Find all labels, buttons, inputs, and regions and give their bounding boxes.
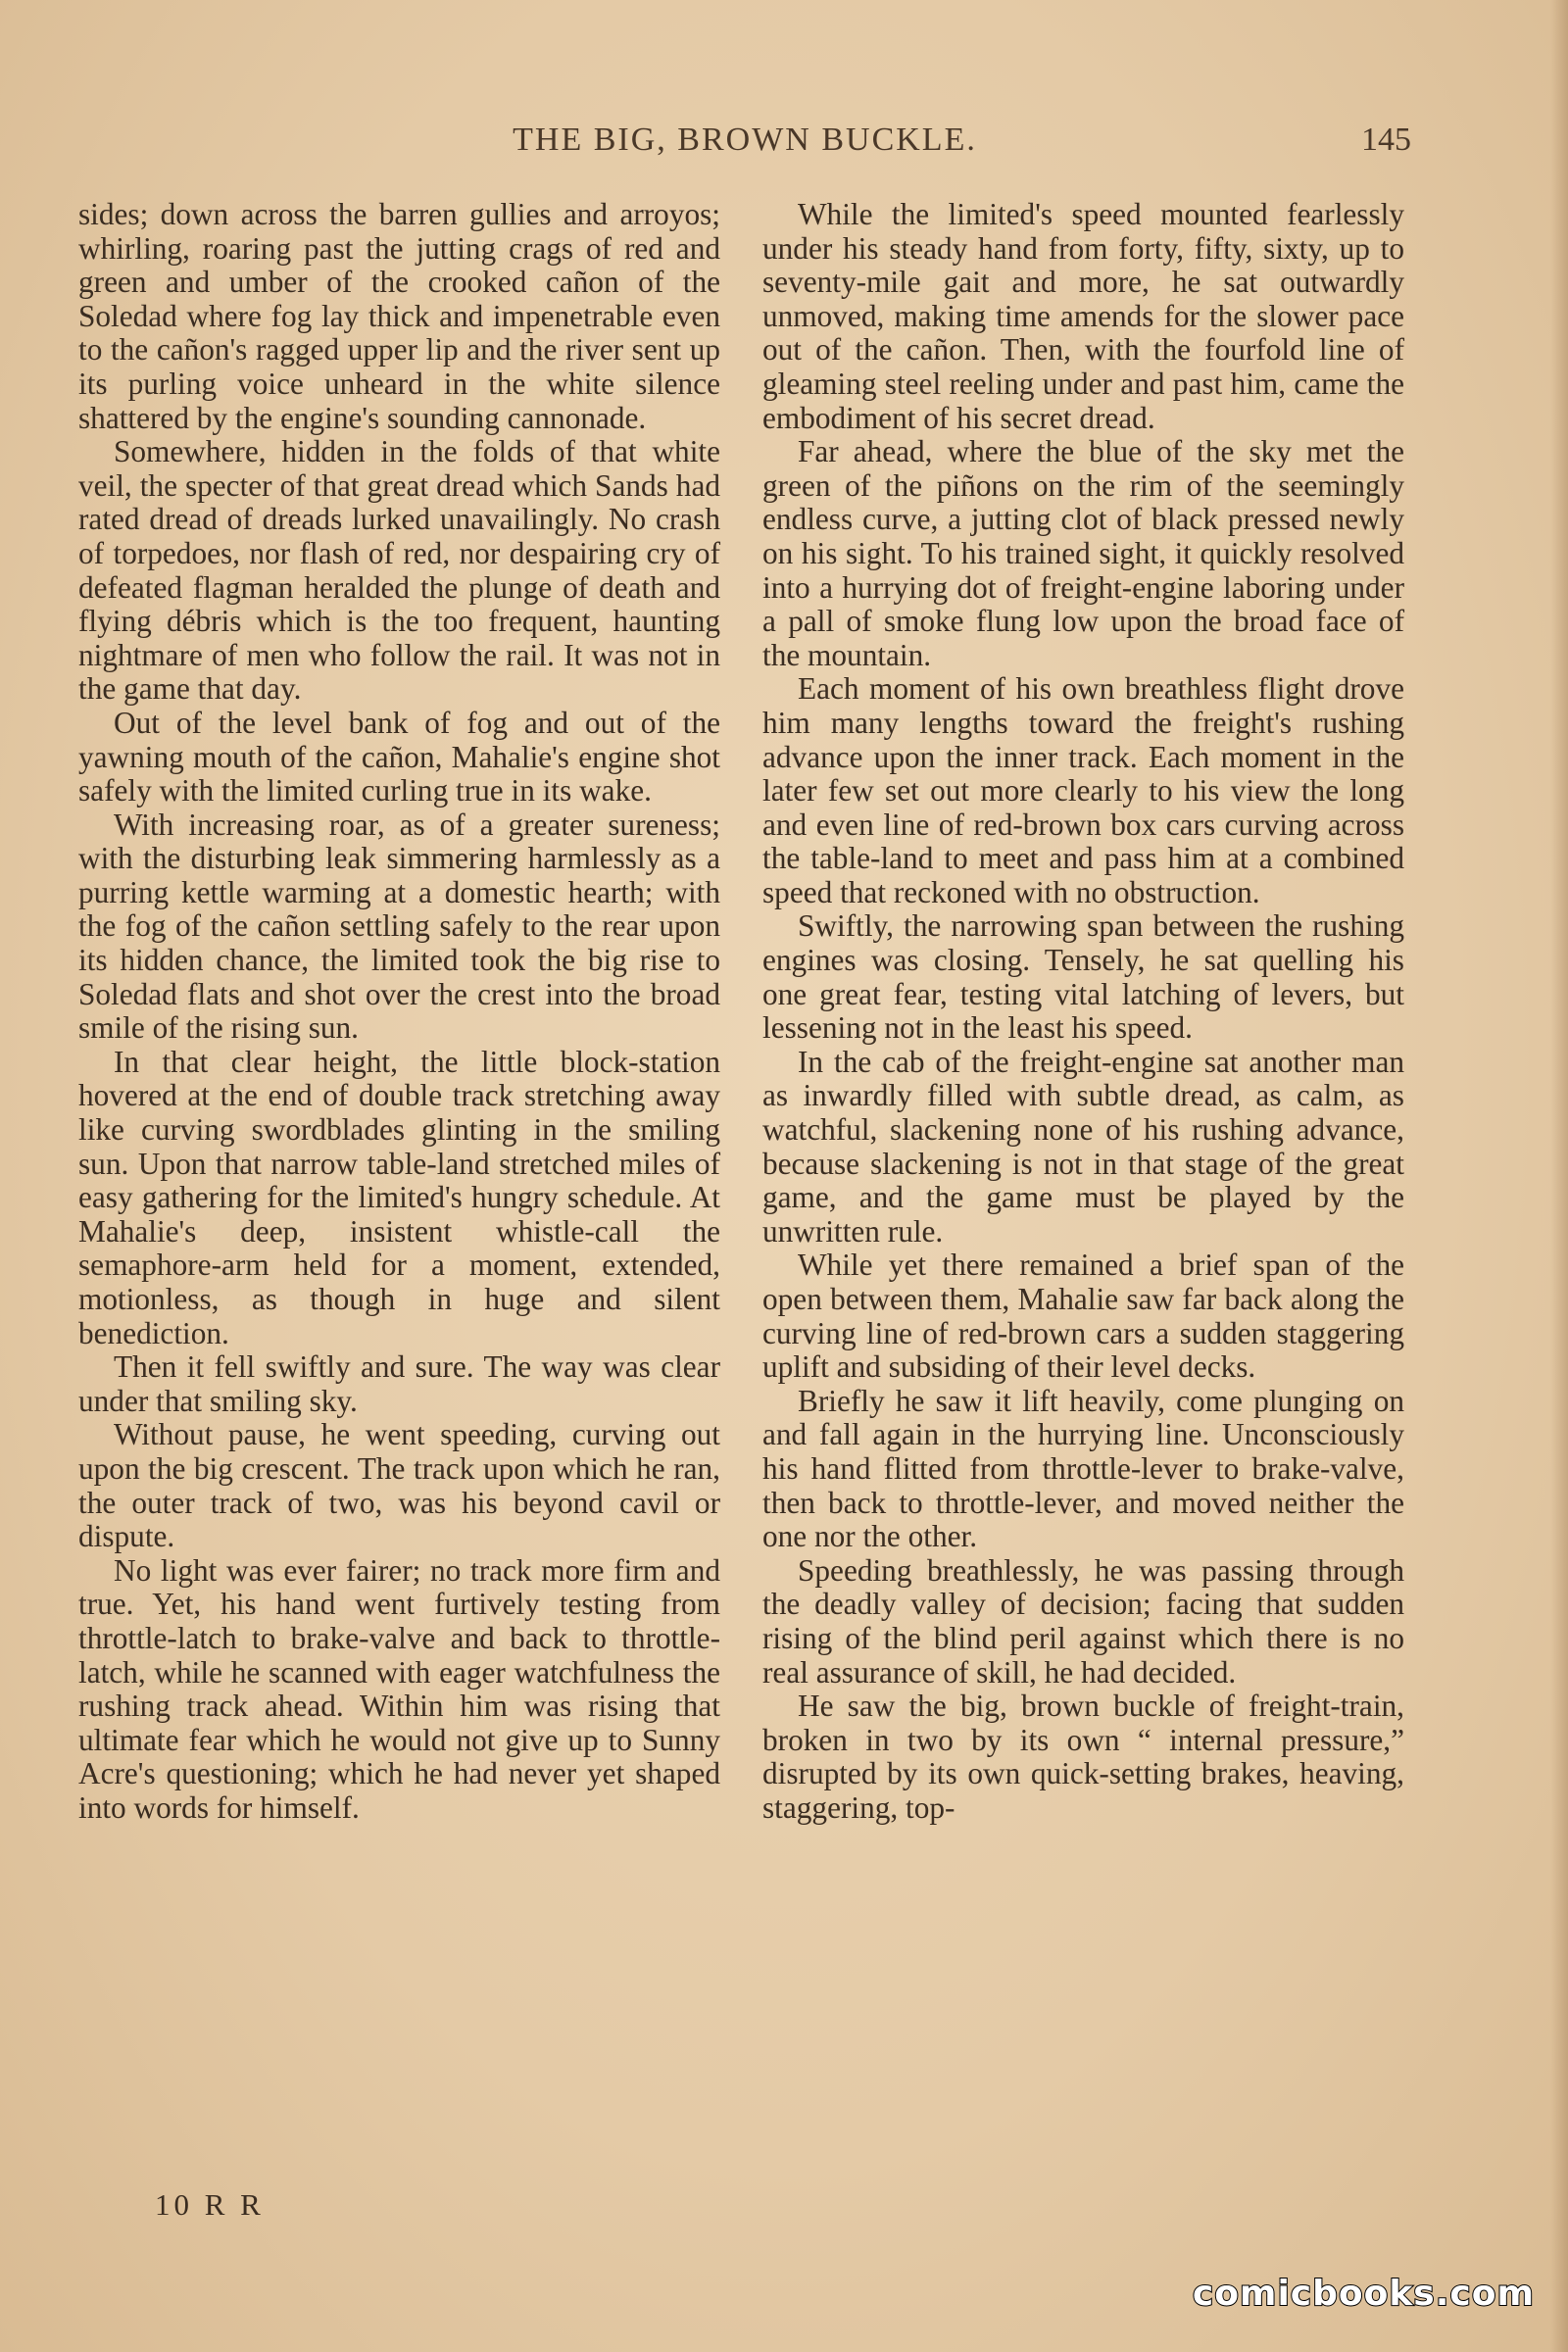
paragraph: With increasing roar, as of a greater sureness; with the disturbing leak simmering harmlessly as a purring kettle warming at a domestic hearth; with the fog of the cañon settling safely to the rear upon its hidden chance, the limited took the big rise to Soledad flats and shot over the crest into the broad smile of the rising sun.: [78, 807, 720, 1046]
paragraph: Somewhere, hidden in the folds of that white veil, the specter of that great dread which Sands had rated dread of dreads lurked unavailingly. No crash of torpedoes, nor flash of red, nor despairing cry of defeated flagman heralded the plunge of death and flying débris which is the too frequent, haunting nightmare of men who follow the rail. It was not in the game that day.: [78, 434, 720, 707]
paragraph: Then it fell swiftly and sure. The way was clear under that smiling sky.: [78, 1349, 720, 1418]
paragraph: In the cab of the freight-engine sat another man as inwardly filled with subtle dread, as calm, as watchful, slackening none of his rushing advance, because slackening is not in that stage of the great game, and the game must be played by the unwritten rule.: [762, 1044, 1404, 1249]
paragraph: While the limited's speed mounted fearlessly under his steady hand from forty, fifty, sixty, up to seventy-mile gait and more, he sat outwardly unmoved, making time amends for the slower pace out of the cañon. Then, with the fourfold line of gleaming steel reeling under and past him, came the embodiment of his secret dread.: [762, 197, 1404, 435]
watermark-text: comicbooks.com: [1192, 2273, 1535, 2314]
paragraph: Speeding breathlessly, he was passing through the deadly valley of decision; facing that sudden rising of the blind peril against which there is no real assurance of skill, he had decided.: [762, 1552, 1404, 1690]
running-head: [78, 122, 1411, 165]
page-edge-shadow: [1550, 0, 1568, 2352]
paragraph: sides; down across the barren gullies and arroyos; whirling, roaring past the jutting crags of red and green and umber of the crooked cañon of the Soledad where fog lay thick and impenetrable even to the cañon's ragged upper lip and the river sent up its purling voice unheard in the white silence shattered by the engine's sounding cannonade.: [78, 197, 720, 435]
page-number: 145: [1361, 122, 1411, 158]
left-column: [78, 198, 720, 1826]
right-column: [762, 198, 1404, 1826]
paragraph: In that clear height, the little block-station hovered at the end of double track stretching away like curving swordblades glinting in the smiling sun. Upon that narrow table-land stretched miles of easy gathering for the limited's hungry schedule. At Mahalie's deep, insistent whistle-call the semaphore-arm held for a moment, extended, motionless, as though in huge and silent benediction.: [78, 1044, 720, 1350]
signature-mark: 10 R R: [155, 2187, 265, 2222]
paragraph: Out of the level bank of fog and out of the yawning mouth of the cañon, Mahalie's engine shot safely with the limited curling true in its wake.: [78, 705, 720, 808]
site-watermark: [1193, 2264, 1535, 2323]
paragraph: He saw the big, brown buckle of freight-train, broken in two by its own “ internal pressure,” disrupted by its own quick-setting brakes, heaving, staggering, top-: [762, 1689, 1404, 1825]
paragraph: Without pause, he went speeding, curving out upon the big crescent. The track upon which he ran, the outer track of two, was his beyond cavil or dispute.: [78, 1417, 720, 1554]
running-title: THE BIG, BROWN BUCKLE.: [513, 122, 977, 158]
paragraph: While yet there remained a brief span of the open between them, Mahalie saw far back along the curving line of red-brown cars a sudden staggering uplift and subsiding of their level decks.: [762, 1248, 1404, 1385]
paragraph: Swiftly, the narrowing span between the rushing engines was closing. Tensely, he sat quelling his one great fear, testing vital latching of levers, but lessening not in the least his speed.: [762, 908, 1404, 1046]
paragraph: Briefly he saw it lift heavily, come plunging on and fall again in the hurrying line. Unconsciously his hand flitted from throttle-lever to brake-valve, then back to throttle-lever, and moved neither the one nor the other.: [762, 1383, 1404, 1554]
paragraph: No light was ever fairer; no track more firm and true. Yet, his hand went furtively testing from throttle-latch to brake-valve and back to throttle-latch, while he scanned with eager watchfulness the rushing track ahead. Within him was rising that ultimate fear which he would not give up to Sunny Acre's questioning; which he had never yet shaped into words for himself.: [78, 1552, 720, 1825]
paragraph: Each moment of his own breathless flight drove him many lengths toward the freight's rushing advance upon the inner track. Each moment in the later few set out more clearly to his view the long and even line of red-brown box cars curving across the table-land to meet and pass him at a combined speed that reckoned with no obstruction.: [762, 671, 1404, 909]
paragraph: Far ahead, where the blue of the sky met the green of the piñons on the rim of the seemingly endless curve, a jutting clot of black pressed newly on his sight. To his trained sight, it quickly resolved into a hurrying dot of freight-engine laboring under a pall of smoke flung low upon the broad face of the mountain.: [762, 434, 1404, 672]
